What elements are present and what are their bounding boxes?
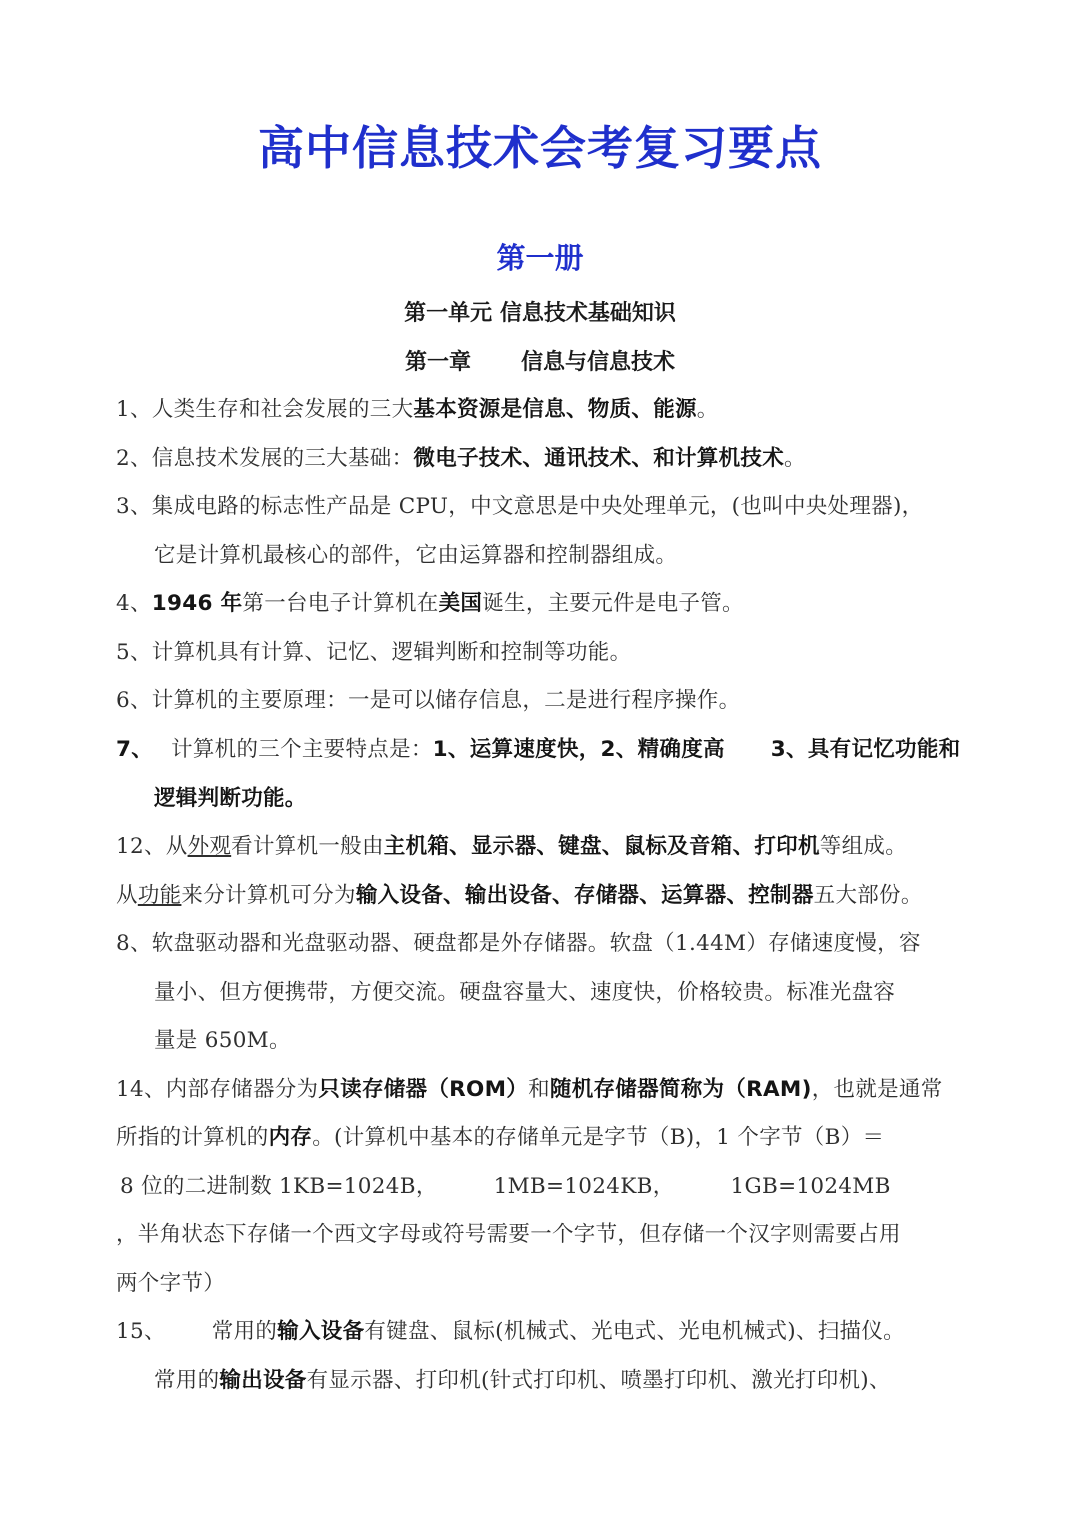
item-12-underline-1: 外观 — [187, 834, 232, 859]
item-8-line-3: 量是 650M。 — [154, 1028, 291, 1053]
item-14-line-5: 两个字节） — [116, 1271, 226, 1296]
item-1-end: 。 — [696, 397, 719, 422]
item-7-line-2: 逻辑判断功能。 — [154, 786, 307, 811]
item-6: 6、计算机的主要原理：一是可以储存信息，二是进行程序操作。 — [116, 688, 741, 713]
item-12-text-4: 来分计算机可分为 — [181, 883, 356, 908]
item-12-line-1 — [116, 832, 1016, 862]
item-14-text-1: 14、内部存储器分为 — [116, 1077, 319, 1102]
item-15-text-1: 常用的 — [211, 1319, 278, 1344]
item-15-input: 输入设备 — [277, 1319, 365, 1344]
item-4-year: 1946 年 — [151, 591, 243, 616]
chapter-name: 信息与信息技术 — [521, 350, 676, 375]
item-7-num: 7、 — [116, 737, 154, 762]
page-title: 高中信息技术会考复习要点 — [258, 121, 822, 175]
item-12-text-2: 等组成。 — [819, 834, 907, 859]
item-3-line-2: 它是计算机最核心的部件，它由运算器和控制器组成。 — [154, 543, 678, 568]
item-8-line-2: 量小、但方便携带，方便交流。硬盘容量大、速度快，价格较贵。标准光盘容 — [154, 980, 896, 1005]
item-14-line-2 — [116, 1123, 1016, 1153]
item-14-gb: 1GB=1024MB — [730, 1174, 891, 1199]
item-4-end: 诞生，主要元件是电子管。 — [482, 591, 744, 616]
item-1-bold: 基本资源是信息、物质、能源 — [413, 397, 697, 422]
item-12-bold-1: 主机箱、显示器、键盘、鼠标及音箱、打印机 — [383, 834, 820, 859]
item-14-mb: 1MB=1024KB， — [493, 1174, 675, 1199]
item-14-text-2: ，也就是通常 — [811, 1077, 943, 1102]
item-7-line-1 — [116, 735, 1016, 765]
item-12-bold-2: 输入设备、输出设备、存储器、运算器、控制器 — [355, 883, 814, 908]
item-12-text-1: 看计算机一般由 — [231, 834, 384, 859]
item-15-line-2 — [154, 1366, 1016, 1396]
item-15-text-4: 有显示器、打印机(针式打印机、喷墨打印机、激光打印机)、 — [306, 1368, 891, 1393]
item-12-line-2 — [116, 881, 1016, 911]
item-14-text-3: 所指的计算机的 — [116, 1125, 269, 1150]
item-4-text: 第一台电子计算机在 — [242, 591, 439, 616]
item-5: 5、计算机具有计算、记忆、逻辑判断和控制等功能。 — [116, 640, 632, 665]
item-14-line-4: ，半角状态下存储一个西文字母或符号需要一个字节，但存储一个汉字则需要占用 — [116, 1222, 901, 1247]
item-4 — [116, 589, 1016, 619]
item-3-line-1: 3、集成电路的标志性产品是 CPU，中文意思是中央处理单元，(也叫中央处理器)， — [116, 494, 924, 519]
item-4-country: 美国 — [438, 591, 483, 616]
item-4-num: 4、 — [116, 591, 152, 616]
item-14-line-3 — [120, 1172, 1016, 1202]
chapter-heading — [0, 345, 1080, 376]
item-8-line-1: 8、软盘驱动器和光盘驱动器、硬盘都是外存储器。软盘（1.44M）存储速度慢，容 — [116, 931, 921, 956]
item-15-text-3: 常用的 — [154, 1368, 220, 1393]
item-14-and: 和 — [528, 1077, 550, 1102]
item-7-bold-2: 3、具有记忆功能和 — [770, 737, 961, 762]
item-1-text: 1、人类生存和社会发展的三大 — [116, 397, 414, 422]
unit-heading: 第一单元 信息技术基础知识 — [404, 301, 676, 326]
item-12-text-5: 五大部份。 — [813, 883, 923, 908]
item-15-num: 15、 — [116, 1319, 166, 1344]
item-7-bold-1: 1、运算速度快，2、精确度高 — [432, 737, 725, 762]
item-1 — [116, 395, 1016, 425]
item-14-text-4: 。(计算机中基本的存储单元是字节（B)，1 个字节（B）＝ — [312, 1125, 885, 1150]
item-14-memory: 内存 — [268, 1125, 313, 1150]
item-2-text: 2、信息技术发展的三大基础： — [116, 446, 414, 471]
item-14-line-1 — [116, 1075, 1016, 1105]
item-12-underline-2: 功能 — [137, 883, 182, 908]
item-14-ram: 随机存储器简称为（RAM) — [549, 1077, 812, 1102]
item-2-bold: 微电子技术、通讯技术、和计算机技术 — [413, 446, 784, 471]
item-15-output: 输出设备 — [219, 1368, 307, 1393]
volume-heading: 第一册 — [496, 241, 584, 275]
item-12-text-3: 从 — [116, 883, 138, 908]
item-14-rom: 只读存储器（ROM） — [318, 1077, 529, 1102]
item-7-text: 计算机的三个主要特点是： — [171, 737, 433, 762]
item-15-text-2: 有键盘、鼠标(机械式、光电式、光电机械式)、扫描仪。 — [364, 1319, 905, 1344]
item-12-num: 12、从 — [116, 834, 188, 859]
item-2 — [116, 444, 1016, 474]
item-14-kb: 8 位的二进制数 1KB=1024B， — [120, 1174, 438, 1199]
item-15-line-1 — [116, 1317, 1016, 1347]
item-2-end: 。 — [784, 446, 806, 471]
chapter-number: 第一章 — [404, 350, 471, 375]
